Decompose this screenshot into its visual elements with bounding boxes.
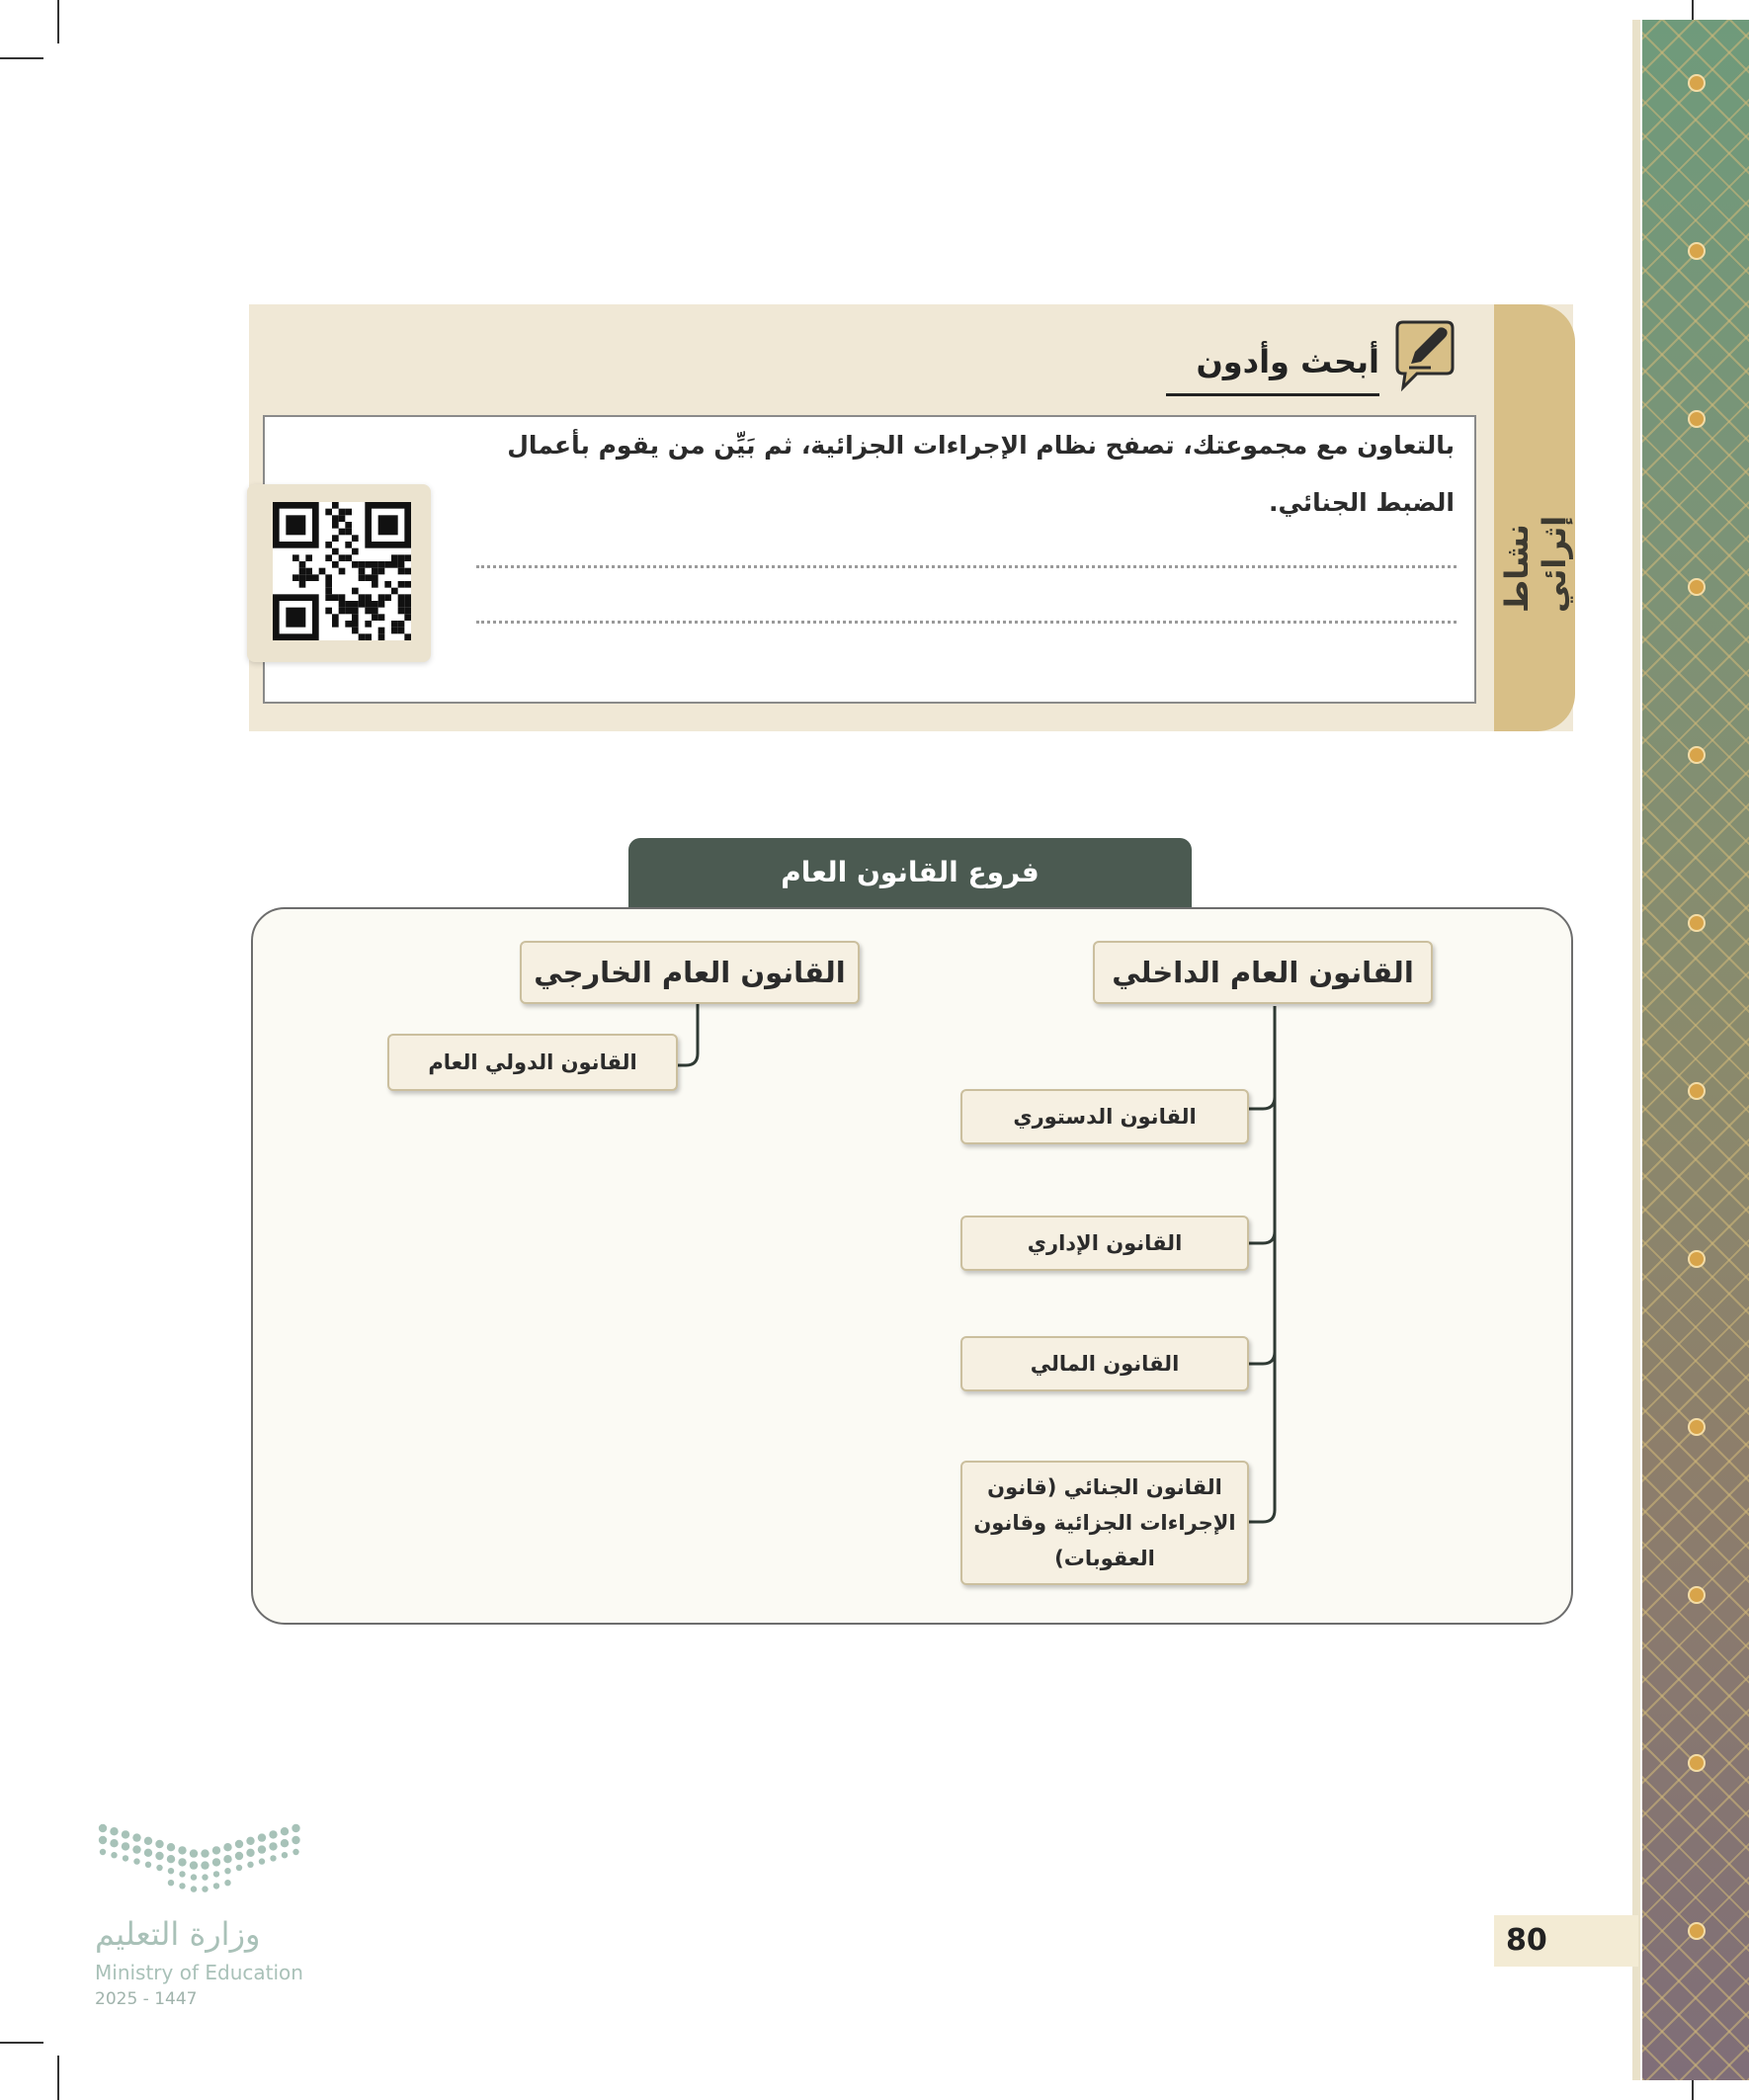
activity-title: أبحث وأدون bbox=[1166, 338, 1379, 396]
ministry-name-en: Ministry of Education bbox=[95, 1961, 303, 1984]
international-law-node: القانون الدولي العام bbox=[387, 1034, 678, 1091]
internal-law-node: القانون العام الداخلي bbox=[1093, 941, 1433, 1004]
pen-speech-bubble-icon bbox=[1391, 318, 1457, 393]
crop-mark bbox=[0, 2042, 43, 2044]
crop-mark bbox=[57, 2056, 59, 2100]
qr-code-icon[interactable] bbox=[273, 502, 411, 640]
page-number: 80 bbox=[1494, 1915, 1638, 1967]
constitutional-law-node: القانون الدستوري bbox=[960, 1089, 1249, 1144]
diagram-frame bbox=[251, 907, 1573, 1625]
ministry-logo-icon bbox=[95, 1818, 308, 1897]
answer-line[interactable] bbox=[476, 565, 1457, 568]
diagram-title: فروع القانون العام bbox=[628, 838, 1192, 907]
crop-mark bbox=[0, 57, 43, 59]
ministry-year: 2025 - 1447 bbox=[95, 1989, 198, 2009]
answer-line[interactable] bbox=[476, 621, 1457, 624]
criminal-law-node: القانون الجنائي (قانون الإجراءات الجزائية وقانون العقوبات) bbox=[960, 1461, 1249, 1585]
activity-tab-label: نشاط إثرائي bbox=[1498, 515, 1573, 613]
decorative-pattern-strip bbox=[1642, 20, 1749, 2080]
administrative-law-node: القانون الإداري bbox=[960, 1216, 1249, 1271]
crop-mark bbox=[57, 0, 59, 43]
ministry-name-ar: وزارة التعليم bbox=[95, 1915, 261, 1953]
external-law-node: القانون العام الخارجي bbox=[520, 941, 860, 1004]
activity-instruction: بالتعاون مع مجموعتك، تصفح نظام الإجراءات الجزائية، ثم بَيِّن من يقوم بأعمال الضبط الجنائي. bbox=[507, 431, 1455, 517]
financial-law-node: القانون المالي bbox=[960, 1336, 1249, 1391]
